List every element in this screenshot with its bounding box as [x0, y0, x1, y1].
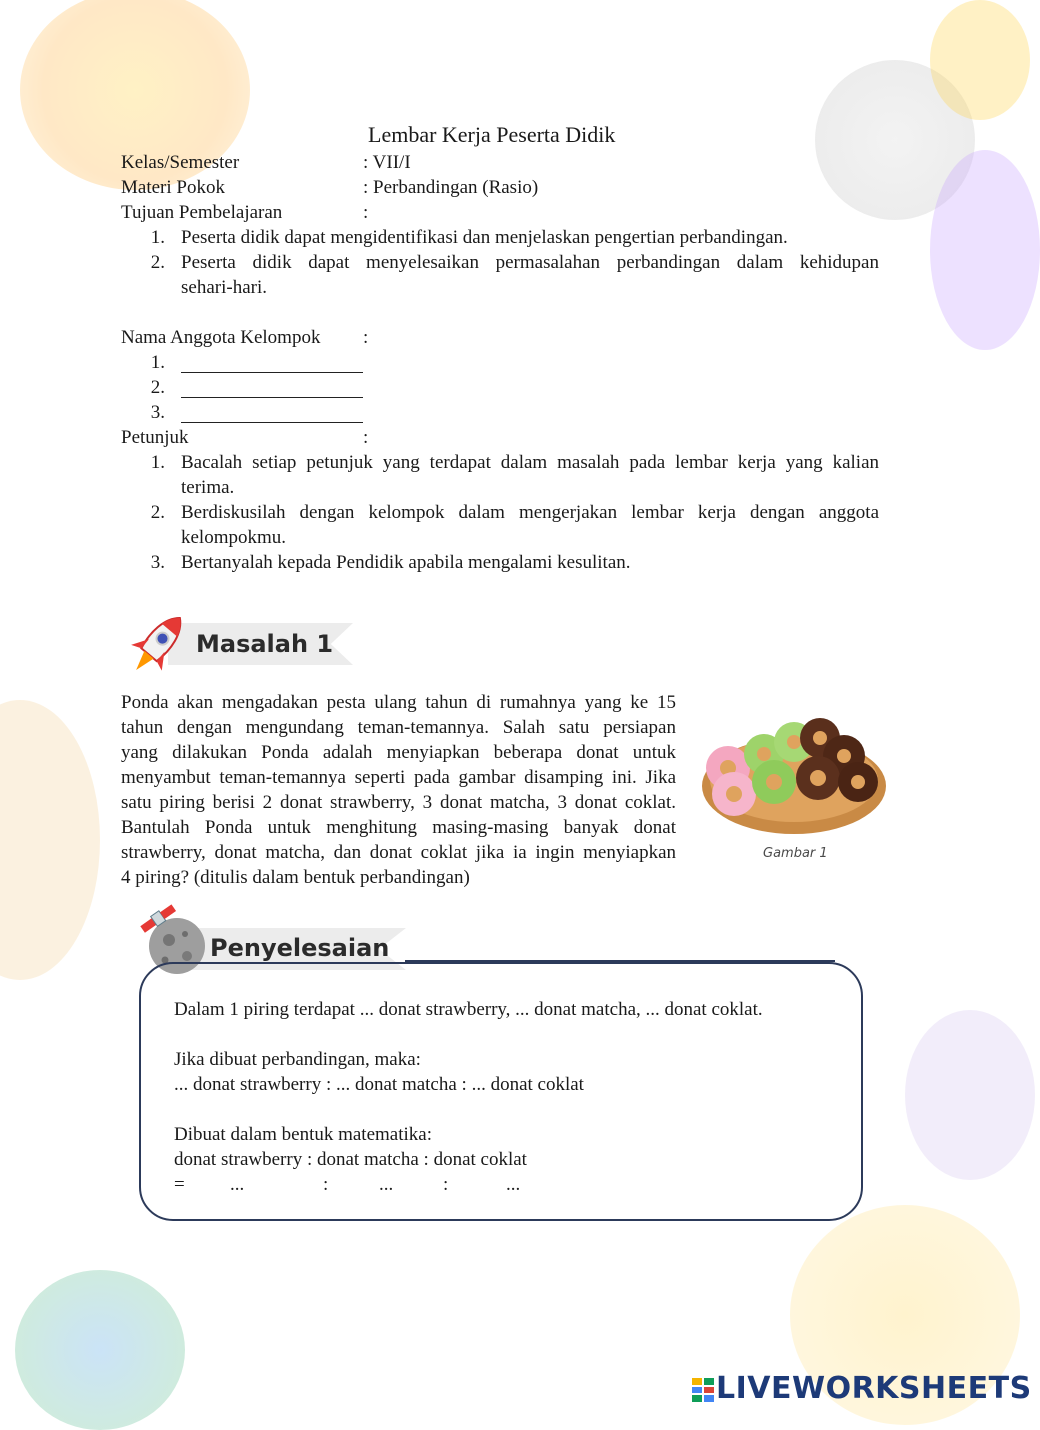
donut-plate-image — [698, 708, 890, 836]
image-caption: Gambar 1 — [763, 846, 828, 861]
liveworksheets-logo-icon — [692, 1378, 714, 1402]
answer-blank-matcha[interactable]: ... — [379, 1174, 394, 1195]
petunjuk-number: 1. — [150, 452, 165, 473]
petunjuk-item-continued: terima. — [181, 477, 235, 498]
kelas-label: Kelas/Semester — [121, 152, 240, 173]
kelompok-label: Nama Anggota Kelompok — [121, 327, 321, 348]
penyelesaian-heading: Penyelesaian — [210, 934, 390, 962]
materi-value: : Perbandingan (Rasio) — [363, 177, 539, 198]
equation-colon: : — [323, 1174, 329, 1195]
member-name-blank[interactable] — [181, 397, 363, 398]
masalah-heading: Masalah 1 — [196, 630, 334, 658]
penyelesaian-line[interactable]: ... donat strawberry : ... donat matcha : ... donat coklat — [174, 1074, 584, 1095]
member-name-blank[interactable] — [181, 372, 363, 373]
planet-right-decoration — [905, 1010, 1035, 1180]
petunjuk-item: Bacalah setiap petunjuk yang terdapat dalam masalah pada lembar kerja yang kalian — [181, 452, 879, 473]
equation-colon: : — [443, 1174, 449, 1195]
penyelesaian-line: Dibuat dalam bentuk matematika: — [174, 1124, 433, 1145]
equation-equals: = — [174, 1174, 185, 1195]
tujuan-item: Peserta didik dapat menyelesaikan permasalahan perbandingan dalam kehidupan — [181, 252, 879, 273]
masalah-line: yang dilakukan Ponda adalah menyiapkan beberapa donat untuk — [121, 742, 676, 763]
member-number: 1. — [150, 352, 165, 373]
masalah-line: strawberry, donat matcha, dan donat coklat jika ia ingin menyiapkan — [121, 842, 676, 863]
tujuan-colon: : — [363, 202, 369, 223]
kelompok-colon: : — [363, 327, 369, 348]
answer-blank-strawberry[interactable]: ... — [230, 1174, 245, 1195]
petunjuk-item: Berdiskusilah dengan kelompok dalam mengerjakan lembar kerja dengan anggota — [181, 502, 879, 523]
earth-decoration — [15, 1270, 185, 1430]
petunjuk-label: Petunjuk — [121, 427, 189, 448]
masalah-line: menyambut teman-temannya seperti pada gambar disamping ini. Jika — [121, 767, 676, 788]
kelas-value: : VII/I — [363, 152, 411, 173]
member-number: 2. — [150, 377, 165, 398]
member-number: 3. — [150, 402, 165, 423]
planet-yellow-decoration — [930, 0, 1030, 120]
tujuan-item: Peserta didik dapat mengidentifikasi dan menjelaskan pengertian perbandingan. — [181, 227, 788, 248]
petunjuk-number: 2. — [150, 502, 165, 523]
penyelesaian-line[interactable]: Dalam 1 piring terdapat ... donat strawberry, ... donat matcha, ... donat coklat. — [174, 999, 763, 1020]
tujuan-number: 1. — [150, 227, 165, 248]
masalah-line: Ponda akan mengadakan pesta ulang tahun di rumahnya yang ke 15 — [121, 692, 676, 713]
penyelesaian-line: donat strawberry : donat matcha : donat coklat — [174, 1149, 527, 1170]
planet-left-decoration — [0, 700, 100, 980]
penyelesaian-line: Jika dibuat perbandingan, maka: — [174, 1049, 421, 1070]
page-title: Lembar Kerja Peserta Didik — [368, 122, 616, 147]
masalah-line: Bantulah Ponda untuk menghitung masing-masing banyak donat — [121, 817, 676, 838]
masalah-line: 4 piring? (ditulis dalam bentuk perbandingan) — [121, 867, 470, 888]
tujuan-number: 2. — [150, 252, 165, 273]
answer-blank-coklat[interactable]: ... — [506, 1174, 521, 1195]
member-name-blank[interactable] — [181, 422, 363, 423]
masalah-paragraph — [121, 690, 676, 890]
masalah-line: satu piring berisi 2 donat strawberry, 3 donat matcha, 3 donat coklat. — [121, 792, 676, 813]
tujuan-label: Tujuan Pembelajaran — [121, 202, 283, 223]
planet-purple-decoration — [930, 150, 1040, 350]
liveworksheets-brand[interactable]: LIVEWORKSHEETS — [716, 1371, 1032, 1406]
petunjuk-item: Bertanyalah kepada Pendidik apabila mengalami kesulitan. — [181, 552, 631, 573]
petunjuk-number: 3. — [150, 552, 165, 573]
petunjuk-item-continued: kelompokmu. — [181, 527, 287, 548]
tujuan-item-continued: sehari-hari. — [181, 277, 267, 298]
rocket-icon — [122, 606, 194, 682]
materi-label: Materi Pokok — [121, 177, 225, 198]
masalah-line: tahun dengan mengundang teman-temannya. Salah satu persiapan — [121, 717, 676, 738]
petunjuk-colon: : — [363, 427, 369, 448]
